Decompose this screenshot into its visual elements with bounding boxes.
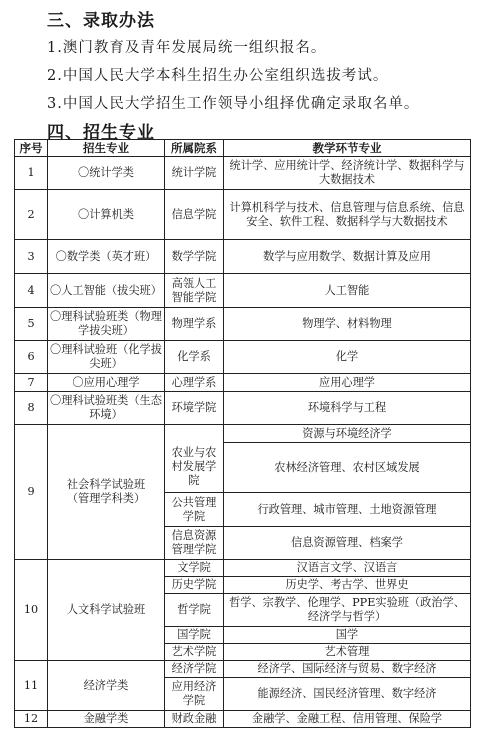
row-no: 7 xyxy=(15,374,48,392)
row-teaching: 哲学、宗教学、伦理学、PPE实验班（政治学、经济学与哲学） xyxy=(224,594,471,627)
row-major: 〇理科试验班类（物理学拔尖班） xyxy=(48,308,165,341)
row-teaching: 人工智能 xyxy=(224,274,471,308)
row-major: 〇统计学类 xyxy=(48,157,165,190)
col-header-school: 所属院系 xyxy=(165,140,224,157)
table-row xyxy=(15,661,471,678)
row-no: 11 xyxy=(15,661,48,711)
admission-rule-3: 3.中国人民大学招生工作领导小组择优确定录取名单。 xyxy=(47,96,420,112)
table-row xyxy=(15,190,471,240)
row-school: 公共管理学院 xyxy=(165,493,224,527)
row-school xyxy=(165,425,224,443)
row-major: 〇应用心理学 xyxy=(48,374,165,392)
row-teaching: 行政管理、城市管理、土地资源管理 xyxy=(224,493,471,527)
row-no: 9 xyxy=(15,425,48,560)
row-school: 经济学院 xyxy=(165,661,224,678)
row-teaching: 统计学、应用统计学、经济统计学、数据科学与大数据技术 xyxy=(224,157,471,190)
row-major: 〇理科试验班（化学拔尖班） xyxy=(48,341,165,374)
table-row xyxy=(15,308,471,341)
row-school: 高瓴人工智能学院 xyxy=(165,274,224,308)
row-teaching: 应用心理学 xyxy=(224,374,471,392)
row-teaching: 汉语言文学、汉语言 xyxy=(224,560,471,577)
row-teaching: 信息资源管理、档案学 xyxy=(224,527,471,560)
row-major: 〇人工智能（拔尖班） xyxy=(48,274,165,308)
row-teaching: 国学 xyxy=(224,627,471,644)
row-teaching: 农林经济管理、农村区域发展 xyxy=(224,443,471,493)
row-school: 统计学院 xyxy=(165,157,224,190)
admission-rule-1: 1.澳门教育及青年发展局统一组织报名。 xyxy=(47,40,327,56)
row-teaching: 物理学、材料物理 xyxy=(224,308,471,341)
row-no: 6 xyxy=(15,341,48,374)
table-row xyxy=(15,374,471,392)
row-school: 哲学院 xyxy=(165,594,224,627)
row-school: 国学院 xyxy=(165,627,224,644)
col-header-major: 招生专业 xyxy=(48,140,165,157)
row-teaching: 资源与环境经济学 xyxy=(224,425,471,443)
row-teaching: 环境科学与工程 xyxy=(224,392,471,425)
row-teaching: 经济学、国际经济与贸易、数字经济 xyxy=(224,661,471,678)
row-school: 环境学院 xyxy=(165,392,224,425)
row-school: 历史学院 xyxy=(165,577,224,594)
row-no: 3 xyxy=(15,240,48,274)
row-school: 心理学系 xyxy=(165,374,224,392)
row-teaching: 金融学、金融工程、信用管理、保险学 xyxy=(224,711,471,728)
row-no: 1 xyxy=(15,157,48,190)
row-school: 信息资源管理学院 xyxy=(165,527,224,560)
admission-rule-2: 2.中国人民大学本科生招生办公室组织选拔考试。 xyxy=(47,68,389,84)
row-school: 信息学院 xyxy=(165,190,224,240)
row-school: 艺术学院 xyxy=(165,644,224,661)
row-teaching: 历史学、考古学、世界史 xyxy=(224,577,471,594)
row-major: 社会科学试验班（管理学科类） xyxy=(48,425,165,560)
table-row xyxy=(15,392,471,425)
row-major: 〇计算机类 xyxy=(48,190,165,240)
table-header-row xyxy=(15,140,471,157)
row-teaching: 能源经济、国民经济管理、数字经济 xyxy=(224,678,471,711)
row-school: 化学系 xyxy=(165,341,224,374)
row-school: 物理学系 xyxy=(165,308,224,341)
row-no: 10 xyxy=(15,560,48,661)
majors-table xyxy=(14,139,471,728)
table-row xyxy=(15,240,471,274)
row-no: 12 xyxy=(15,711,48,728)
table-row xyxy=(15,711,471,728)
row-teaching: 数学与应用数学、数据计算及应用 xyxy=(224,240,471,274)
row-major: 〇数学类（英才班） xyxy=(48,240,165,274)
row-school: 应用经济学院 xyxy=(165,678,224,711)
row-major: 人文科学试验班 xyxy=(48,560,165,661)
row-major: 〇理科试验班类（生态环境） xyxy=(48,392,165,425)
row-no: 2 xyxy=(15,190,48,240)
row-no: 5 xyxy=(15,308,48,341)
table-row xyxy=(15,274,471,308)
row-no: 4 xyxy=(15,274,48,308)
row-teaching: 化学 xyxy=(224,341,471,374)
table-row xyxy=(15,560,471,577)
col-header-no: 序号 xyxy=(15,140,48,157)
row-school: 文学院 xyxy=(165,560,224,577)
row-major: 经济学类 xyxy=(48,661,165,711)
row-teaching: 计算机科学与技术、信息管理与信息系统、信息安全、软件工程、数据科学与大数据技术 xyxy=(224,190,471,240)
col-header-teaching: 教学环节专业 xyxy=(224,140,471,157)
section-4-title: 四、招生专业 xyxy=(47,123,155,143)
table-row xyxy=(15,341,471,374)
row-teaching: 艺术管理 xyxy=(224,644,471,661)
section-3-title: 三、录取办法 xyxy=(47,11,155,31)
table-row xyxy=(15,425,471,443)
row-no: 8 xyxy=(15,392,48,425)
row-major: 金融学类 xyxy=(48,711,165,728)
row-school: 农业与农村发展学院 xyxy=(165,443,224,493)
table-row xyxy=(15,157,471,190)
row-school: 财政金融 xyxy=(165,711,224,728)
row-school: 数学学院 xyxy=(165,240,224,274)
